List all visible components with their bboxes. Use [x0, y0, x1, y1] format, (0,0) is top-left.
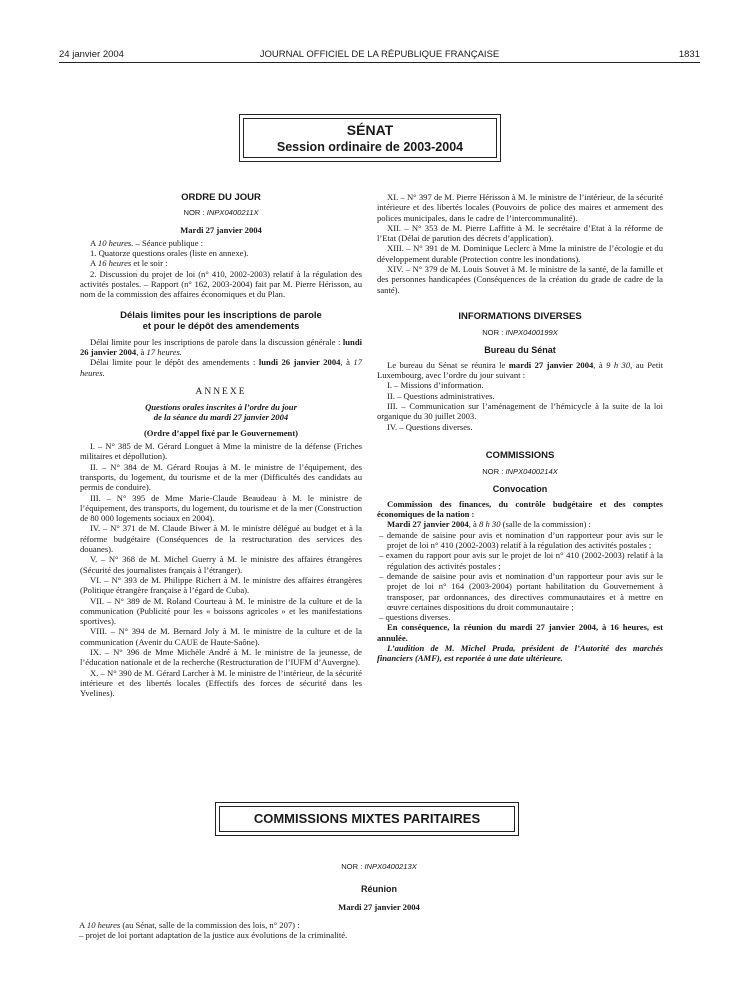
annexe-title: ANNEXE: [195, 386, 247, 397]
commission-audition: L’audition de M. Michel Prada, président de l’Autorité des marchés financiers (AMF), est reportée à une date ultérieure.: [377, 642, 663, 664]
commission-consequence: En conséquence, la réunion du mardi 27 janvier 2004, à 16 heures, est annulée.: [377, 622, 663, 643]
question-item: XIII. – N° 391 de M. Dominique Leclerc à Mme la ministre de l’écologie et du développement durable (Protection contre les inondations).: [377, 243, 663, 264]
delais-title: Délais limites pour les inscriptions de parole et pour le dépôt des amendements: [120, 309, 322, 332]
bureau-text: Le bureau du Sénat se réunira le mardi 27 janvier 2004, à 9 h 30, au Petit Luxembourg, avec l’ordre du jour suivant :: [377, 359, 663, 381]
question-item: VI. – N° 393 de M. Philippe Richert à M. le ministre des affaires étrangères (Politique étrangère française à l’égard de Cuba).: [80, 574, 362, 596]
question-item: XIV. – N° 379 de M. Louis Souvet à M. le ministre de la santé, de la famille et des personnes handicapées (Conséquences de la création du grade de cadre de la santé).: [377, 264, 663, 295]
cmp-section: [79, 862, 679, 941]
question-item: VIII. – N° 394 de M. Bernard Joly à M. le ministre de la culture et de la communication (Avenir du CAUE de Haute-Saône).: [80, 626, 362, 647]
banner-subtitle: Session ordinaire de 2003-2004: [276, 140, 464, 154]
questions-list-right: [377, 192, 663, 295]
bureau-item: I. – Missions d’information.: [387, 380, 484, 391]
ordre-a16: A 16 heures et le soir :: [90, 258, 168, 269]
ordre-appel: (Ordre d’appel fixé par le Gouvernement): [143, 427, 299, 438]
commission-item: – questions diverses.: [379, 612, 451, 623]
question-item: II. – N° 384 de M. Gérard Roujas à M. le ministre de l’équipement, des transports, du logement, du tourisme et de la mer (Difficultés des candidats au permis de conduire).: [80, 461, 362, 493]
senat-banner: [243, 118, 497, 158]
running-header: [59, 49, 700, 63]
header-journal-title: JOURNAL OFFICIEL DE LA RÉPUBLIQUE FRANÇAISE: [259, 49, 500, 60]
question-item: IV. – N° 371 de M. Claude Biwer à M. le ministre délégué au budget et à la réforme budgétaire (Conséquences de la restructuration des services des douanes).: [80, 523, 362, 555]
cmp-nor: NOR : INPX0400213X: [341, 862, 417, 871]
cmp-date: Mardi 27 janvier 2004: [338, 902, 420, 912]
delai-amendements: Délai limite pour le dépôt des amendements : lundi 26 janvier 2004, à 17 heures.: [80, 357, 363, 378]
commission-item: – demande de saisine pour avis et nomination d’un rapporteur pour avis sur le projet de loi n° 410 (2002-2003) relatif à la régulation des activités postales ;: [379, 529, 663, 551]
info-nor: NOR : INPX0400199X: [482, 328, 558, 338]
ordre-date: Mardi 27 janvier 2004: [180, 224, 262, 235]
questions-list-left: [80, 441, 362, 698]
cmp-line-1: A 10 heures (au Sénat, salle de la commission des lois, n° 207) :: [79, 919, 300, 930]
question-item: V. – N° 368 de M. Michel Guerry à M. le ministre des affaires étrangères (Sécurité des journalistes français à l’étranger).: [80, 554, 362, 575]
informations-diverses-title: INFORMATIONS DIVERSES: [458, 310, 582, 322]
banner-title: SÉNAT: [346, 122, 394, 138]
commissions-nor: NOR : INPX0400214X: [482, 467, 558, 477]
bureau-item: II. – Questions administratives.: [387, 390, 495, 401]
commission-item: – examen du rapport pour avis sur le projet de loi n° 410 (2002-2003) relatif à la régulation des activités postales ;: [379, 550, 663, 571]
delai-parole: Délai limite pour les inscriptions de parole dans la discussion générale : lundi 26 janvier 2004, à 17 heures.: [80, 336, 362, 357]
left-column: [80, 193, 362, 698]
question-item: XI. – N° 397 de M. Pierre Hérisson à M. le ministre de l’intérieur, de la sécurité intérieure et des libertés locales (Pouvoirs de police des maires et armement des polices municipales, dans le cadre de l’intercommunalité).: [377, 192, 663, 223]
ordre-du-jour-title: ORDRE DU JOUR: [181, 192, 261, 203]
bureau-title: Bureau du Sénat: [484, 344, 556, 355]
cmp-banner: COMMISSIONS MIXTES PARITAIRES: [219, 806, 515, 832]
bureau-item: III. – Communication sur l’aménagement de l’hémicycle à la suite de la loi organique du 30 juillet 2003.: [377, 401, 663, 422]
ordre-item-1: 1. Quatorze questions orales (liste en annexe).: [90, 248, 249, 259]
commissions-title: COMMISSIONS: [485, 449, 555, 461]
commission-item: – demande de saisine pour avis et nomination d’un rapporteur pour avis sur le projet de loi n° 164 (2003-2004) portant habilitation du Gouvernement à transposer, par ordonnances, des directives communautaires et à mettre en œuvre certaines dispositions du droit communautaire ;: [379, 570, 663, 612]
ordre-nor: NOR : INPX0400211X: [183, 208, 259, 218]
question-item: III. – N° 395 de Mme Marie-Claude Beaudeau à M. le ministre de l’équipement, des transports, du logement, du tourisme et de la mer (Construction de 80 000 logements sociaux en 2004).: [80, 492, 362, 524]
question-item: IX. – N° 396 de Mme Michèle André à M. le ministre de la jeunesse, de l’éducation nationale et de la recherche (Restructuration de l’IUFM d’Auvergne).: [80, 646, 362, 668]
ordre-item-2: 2. Discussion du projet de loi (n° 410, 2002-2003) relatif à la régulation des activités postales. – Rapport (n° 162, 2003-2004) fait par M. Pierre Hérisson, au nom de la commission des affaires économiques et du Plan.: [80, 268, 362, 300]
header-rule: [59, 62, 700, 63]
bureau-item: IV. – Questions diverses.: [387, 421, 473, 432]
question-item: VII. – N° 389 de M. Roland Courteau à M. le ministre de la culture et de la communication (Publicité pour les « boissons agricoles » et les manifestations sportives).: [80, 595, 362, 627]
question-item: XII. – N° 353 de M. Pierre Laffitte à M. le secrétaire d’Etat à la réforme de l’Etat (Délai de parution des décrets d’application).: [377, 222, 663, 244]
question-item: I. – N° 385 de M. Gérard Longuet à Mme la ministre de la défense (Friches militaires et dépollution).: [80, 441, 362, 462]
annexe-subtitle: Questions orales inscrites à l’ordre du jour de la séance du mardi 27 janvier 2004: [145, 402, 297, 423]
cmp-line-2: – projet de loi portant adaptation de la justice aux évolutions de la criminalité.: [79, 930, 348, 940]
commission-name: Commission des finances, du contrôle budgétaire et des comptes économiques de la nation :: [377, 498, 663, 520]
header-date: 24 janvier 2004: [59, 49, 124, 60]
cmp-reunion: Réunion: [361, 883, 397, 894]
question-item: X. – N° 390 de M. Gérard Larcher à M. le ministre de l’intérieur, de la sécurité intérieure et des libertés locales (Effectifs des forces de sécurité dans les Yvelines).: [80, 667, 362, 699]
commission-date: Mardi 27 janvier 2004, à 8 h 30 (salle de la commission) :: [387, 519, 591, 530]
convocation-title: Convocation: [492, 483, 548, 494]
ordre-a10: A 10 heures. – Séance publique :: [90, 237, 204, 248]
header-page-number: 1831: [678, 49, 700, 60]
right-column: [377, 192, 663, 664]
